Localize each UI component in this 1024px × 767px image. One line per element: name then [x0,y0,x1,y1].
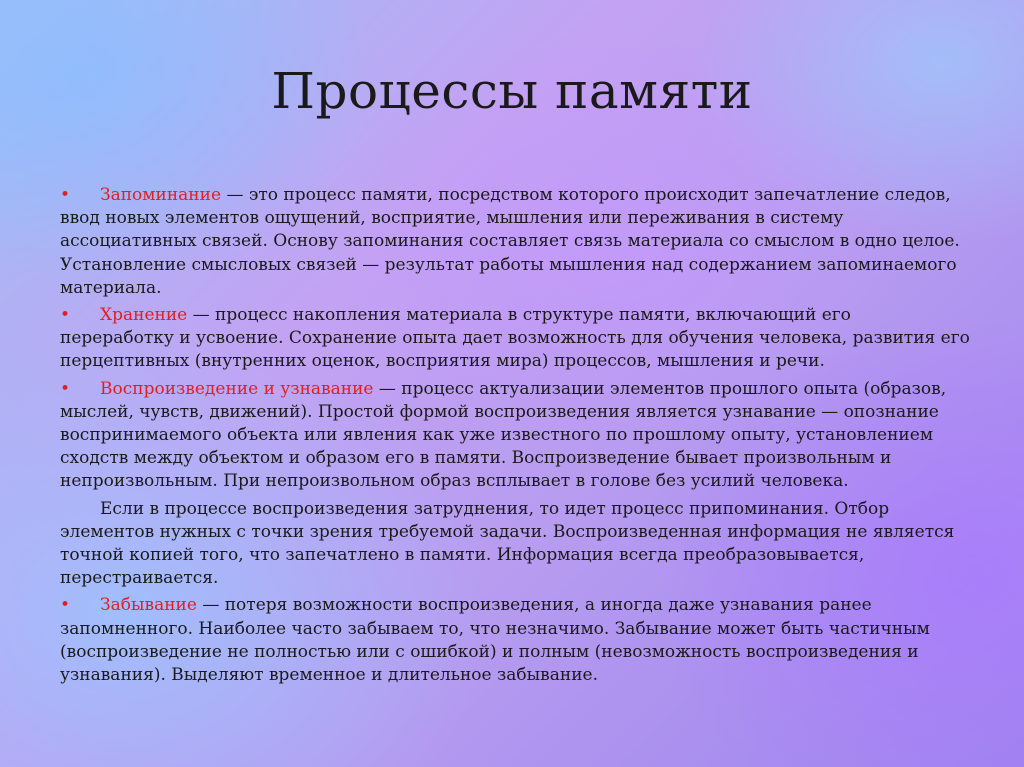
slide-title: Процессы памяти [271,62,753,120]
bullet-icon: • [60,595,71,616]
definition-storage: — процесс накопления материала в структуре памяти, включающий его переработку и усвоение. Сохранение опыта дает возможность для обучения человека, развития его перцептивных (внутренних оценок, восприятия мира) процессов, мышления и речи. [60,305,970,372]
bullet-item-forgetting [60,594,970,687]
definition-reproduction: — процесс актуализации элементов прошлого опыта (образов, мыслей, чувств, движений). Простой формой воспроизведения является узнавание — опознание воспринимаемого объекта или явления как уже известного по прошлому опыту, установлением сходств между объектом и образом его в памяти. Воспроизведение бывает произвольным и непроизвольным. При непроизвольном образ всплывает в голове без усилий человека. [60,378,947,492]
definition-forgetting: — потеря возможности воспроизведения, а иногда даже узнавания ранее запомненного. Наиболее часто забываем то, что незначимо. Забывание может быть частичным (воспроизведение не полностью или с ошибкой) и полным (невозможность воспроизведения и узнавания). Выделяют временное и длительное забывание. [60,595,930,686]
definition-memorization: — это процесс памяти, посредством которого происходит запечатление следов, ввод новых элементов ощущений, восприятие, мышления или переживания в систему ассоциативных связей. Основу запоминания составляет связь материала со смыслом в одно целое. Установление смысловых связей — результат работы мышления над содержанием запоминаемого материала. [60,185,960,298]
bullet-item-memorization [60,184,970,300]
term-reproduction: Воспроизведение и узнавание [100,378,374,399]
slide-content [60,184,970,691]
bullet-icon: • [60,305,71,326]
term-memorization: Запоминание [100,185,222,205]
term-storage: Хранение [100,305,188,326]
bullet-icon: • [60,185,71,205]
term-forgetting: Забывание [100,595,197,616]
bullet-icon: • [60,378,71,399]
bullet-item-reproduction [60,378,970,494]
recall-paragraph: Если в процессе воспроизведения затруднения, то идет процесс припоминания. Отбор элементов нужных с точки зрения требуемой задачи. Воспроизведенная информация не является точной копией того, что запечатлено в памяти. Информация всегда преобразовывается, перестраивается. [60,498,955,589]
bullet-item-storage [60,304,970,374]
